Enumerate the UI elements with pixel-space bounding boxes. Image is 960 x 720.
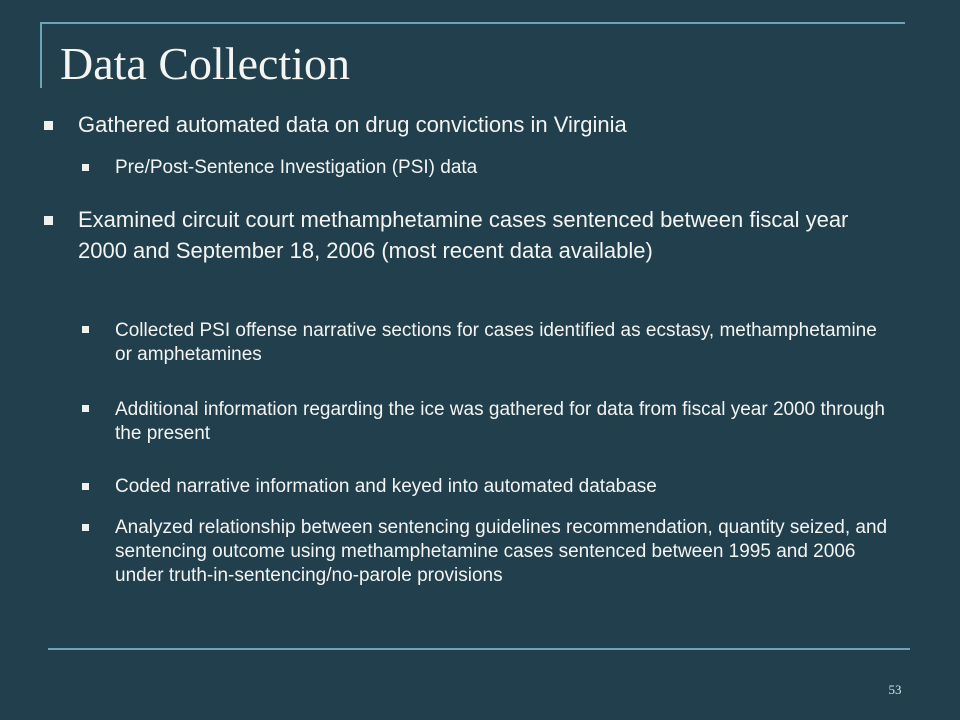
sub-square-bullet-icon	[82, 405, 89, 412]
sub-bullet-item: Collected PSI offense narrative sections for cases identified as ecstasy, methamphetamine or amphetamines	[115, 320, 877, 365]
square-bullet-icon	[44, 121, 53, 130]
bullet-item: Gathered automated data on drug convictions in Virginia	[78, 112, 627, 137]
page-number: 53	[888, 682, 902, 697]
square-bullet-icon	[44, 216, 53, 225]
sub-square-bullet-icon	[82, 326, 89, 333]
bottom-rule	[48, 648, 910, 650]
slide-title: Data Collection	[60, 38, 350, 89]
sub-bullet-item: Coded narrative information and keyed into automated database	[115, 476, 657, 497]
sub-square-bullet-icon	[82, 483, 89, 490]
top-rule	[40, 22, 905, 24]
bullet-item: Examined circuit court methamphetamine cases sentenced between fiscal year 2000 and September 18, 2006 (most recent data available)	[78, 207, 849, 263]
sub-bullet-item: Analyzed relationship between sentencing guidelines recommendation, quantity seized, and sentencing outcome using methamphetamine cases sentenced between 1995 and 2006 under truth-in-sentencing/no-parole provisions	[115, 517, 888, 586]
sub-bullet-item: Pre/Post-Sentence Investigation (PSI) data	[115, 157, 478, 178]
left-rule	[40, 22, 42, 88]
sub-bullet-item: Additional information regarding the ice was gathered for data from fiscal year 2000 through the present	[115, 399, 885, 444]
sub-square-bullet-icon	[82, 164, 89, 171]
sub-square-bullet-icon	[82, 524, 89, 531]
